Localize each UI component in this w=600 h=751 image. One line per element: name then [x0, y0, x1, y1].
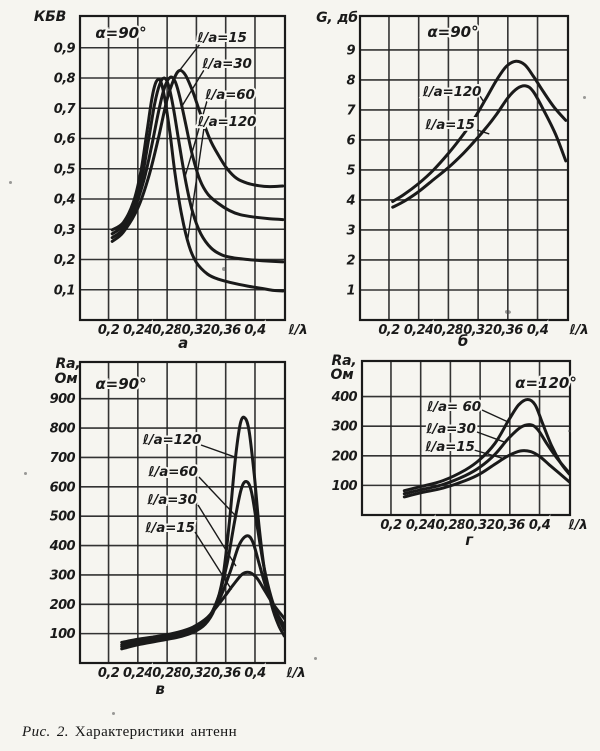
y-tick-label: 0,8: [53, 71, 75, 87]
x-tick-label: 0,32: [465, 518, 495, 533]
y-tick-label: 700: [49, 450, 75, 466]
curve-label: ℓ/a=30: [147, 492, 197, 508]
y-tick-label: 0,1: [53, 283, 75, 299]
chart-g-ra-vs-l-lambda-120deg: [331, 353, 588, 549]
y-tick-label: 400: [49, 539, 75, 555]
figure-caption-number: Рис. 2.: [22, 724, 69, 740]
curve-15: [122, 572, 285, 642]
x-tick-label: 0,24: [122, 666, 153, 681]
x-tick-label: 0,28: [433, 323, 464, 338]
curve-label: ℓ/a=120: [197, 114, 257, 130]
curve-15: [404, 451, 569, 497]
y-tick-label: 5: [346, 163, 355, 179]
curve-label: ℓ/a=120: [142, 432, 202, 448]
y-axis-title: Rа,: [331, 353, 357, 369]
x-tick-label: 0,28: [435, 518, 466, 533]
x-tick-label: 0,2: [380, 518, 402, 533]
y-tick-label: 6: [346, 133, 355, 149]
chart-v-ra-vs-l-lambda-90deg: [49, 356, 306, 698]
curve-label: ℓ/a=15: [145, 520, 195, 536]
x-tick-label: 0,4: [526, 323, 549, 338]
chart-b-gain-vs-l-lambda: [316, 10, 588, 350]
x-tick-label: 0,2: [97, 666, 120, 681]
figure-caption: [22, 724, 237, 741]
y-axis-title: G, дб: [316, 10, 358, 26]
scan-speckle: [568, 430, 571, 432]
y-tick-label: 0,9: [53, 41, 75, 57]
scan-speckle: [505, 310, 511, 314]
panel-letter: в: [155, 680, 165, 698]
y-axis-title: Rа,: [55, 356, 81, 372]
x-tick-label: 0,4: [244, 666, 266, 681]
scan-speckle: [24, 472, 27, 475]
panel-letter: г: [465, 531, 473, 549]
x-tick-label: 0,24: [122, 323, 153, 338]
x-tick-label: 0,4: [528, 518, 551, 533]
curve-label-leader: [201, 445, 236, 457]
alpha-annotation: α=120°: [515, 374, 577, 392]
x-tick-label: 0,2: [97, 323, 120, 338]
curve-label: ℓ/a=60: [148, 464, 198, 480]
curve-label: ℓ/a=30: [202, 56, 252, 72]
y-tick-label: 400: [331, 390, 357, 406]
panel-letter: а: [178, 334, 188, 352]
y-tick-label: 300: [49, 568, 75, 584]
y-tick-label: 3: [346, 223, 355, 239]
y-tick-label: 100: [49, 627, 75, 643]
x-tick-label: 0,32: [181, 323, 212, 338]
x-axis-title: ℓ/λ: [288, 322, 308, 338]
x-tick-label: 0,32: [181, 666, 212, 681]
curve-label: ℓ/a=15: [425, 117, 475, 133]
x-tick-label: 0,36: [492, 323, 523, 338]
alpha-annotation: α=90°: [95, 24, 147, 42]
y-tick-label: 0,5: [53, 162, 75, 178]
y-tick-label: 0,6: [53, 132, 75, 148]
y-tick-label: 1: [346, 283, 355, 299]
x-tick-label: 0,24: [403, 323, 434, 338]
y-axis-title: Ом: [330, 367, 354, 383]
x-tick-label: 0,36: [210, 666, 241, 681]
y-tick-label: 200: [49, 597, 75, 613]
y-tick-label: 2: [346, 253, 355, 269]
chart-a-kbv-vs-l-lambda: [34, 9, 308, 352]
y-tick-label: 800: [49, 421, 75, 437]
x-tick-label: 0,36: [494, 518, 525, 533]
y-axis-title: Ом: [54, 371, 78, 387]
y-tick-label: 4: [346, 193, 355, 209]
x-axis-title: ℓ/λ: [569, 322, 589, 338]
curve-label-leader: [482, 410, 508, 422]
y-tick-label: 500: [49, 509, 75, 525]
y-tick-label: 7: [346, 103, 355, 119]
scan-speckle: [583, 96, 586, 99]
scan-speckle: [112, 712, 115, 715]
curve-label: ℓ/a=30: [426, 421, 476, 437]
curve-label: ℓ/a= 60: [427, 399, 481, 415]
curve-label: ℓ/a=120: [422, 84, 482, 100]
y-tick-label: 0,7: [53, 101, 75, 117]
scan-speckle: [9, 181, 12, 184]
alpha-annotation: α=90°: [95, 375, 147, 393]
scan-speckle: [222, 267, 226, 271]
panel-letter: б: [457, 332, 469, 350]
y-tick-label: 0,4: [53, 192, 75, 208]
y-tick-label: 900: [49, 392, 75, 408]
y-tick-label: 100: [331, 478, 357, 494]
scan-speckle: [314, 657, 317, 660]
y-tick-label: 0,2: [53, 253, 75, 269]
curve-label: ℓ/a=15: [425, 439, 475, 455]
y-tick-label: 9: [346, 43, 355, 59]
x-tick-label: 0,28: [152, 323, 182, 338]
curve-label: ℓ/a=60: [205, 87, 255, 103]
y-tick-label: 600: [49, 480, 75, 496]
curve-label: ℓ/a=15: [197, 30, 247, 46]
x-axis-title: ℓ/λ: [568, 517, 588, 533]
y-tick-label: 8: [346, 73, 355, 89]
alpha-annotation: α=90°: [427, 23, 479, 41]
x-axis-title: ℓ/λ: [286, 665, 306, 681]
y-tick-label: 300: [331, 419, 357, 435]
y-tick-label: 0,3: [53, 222, 75, 238]
x-tick-label: 0,2: [378, 323, 400, 338]
x-tick-label: 0,4: [244, 323, 266, 338]
x-tick-label: 0,32: [463, 323, 493, 338]
x-tick-label: 0,36: [210, 323, 241, 338]
figure-caption-text: Характеристики антенн: [74, 724, 238, 740]
x-tick-label: 0,24: [405, 518, 436, 533]
x-tick-label: 0,28: [152, 666, 182, 681]
y-axis-title: КБВ: [33, 9, 67, 25]
y-tick-label: 200: [331, 449, 357, 465]
